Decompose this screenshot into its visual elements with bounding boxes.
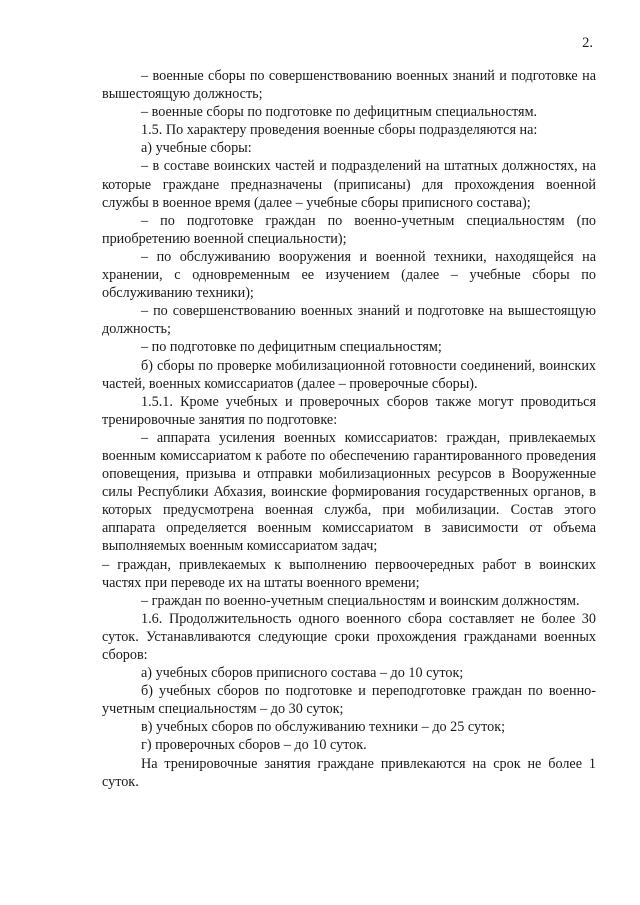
term-item: в) учебных сборов по обслуживанию техники – до 25 суток;: [141, 719, 506, 736]
list-item-dash: – граждан, привлекаемых к выполнению первоочередных работ в воинских частях при переводе их на штаты военного времени;: [102, 556, 596, 591]
list-item-dash: – в составе воинских частей и подразделений на штатных должностях, на которые граждане предназначены (приписаны) для прохождения военной службы в военное время (далее – учебные сборы приписного состава);: [102, 158, 596, 211]
subsection-b: б) сборы по проверке мобилизационной готовности соединений, воинских частей, военных комиссариатов (далее – проверочные сборы).: [102, 357, 596, 392]
list-item-dash: – по обслуживанию вооружения и военной техники, находящейся на хранении, с одновременным ее изучением (далее – учебные сборы по обслуживанию техники);: [102, 248, 596, 302]
list-item-dash: – аппарата усиления военных комиссариатов: граждан, привлекаемых военным комиссариатом к работе по обеспечению гарантированного проведения оповещения, призыва и отправки мобилизационных ресурсов в Вооруженные силы Республики Абхазия, воинские формирования государственных органов, в которых предусмотрена военная служба, при мобилизации. Состав этого аппарата определяется военным комиссариатом в зависимости от объема выполняемых военным комиссариатом задач;: [102, 429, 596, 555]
document-body: [102, 67, 596, 791]
list-item-dash: – военные сборы по подготовке по дефицитным специальностям.: [141, 104, 538, 121]
section-1-5-1: 1.5.1. Кроме учебных и проверочных сборов также могут проводиться тренировочные занятия по подготовке:: [102, 393, 596, 428]
closing-paragraph: На тренировочные занятия граждане привлекаются на срок не более 1 суток.: [102, 755, 596, 790]
list-item-dash: – по совершенствованию военных знаний и подготовке на вышестоящую должность;: [102, 303, 596, 338]
list-item-dash: – военные сборы по совершенствованию военных знаний и подготовке на вышестоящую должность;: [102, 68, 596, 103]
list-item-dash: – по подготовке по дефицитным специальностям;: [141, 339, 442, 356]
term-item: г) проверочных сборов – до 10 суток.: [141, 737, 367, 754]
list-item-dash: – по подготовке граждан по военно-учетным специальностям (по приобретению военной специальности);: [102, 212, 596, 247]
page-number: 2.: [582, 35, 593, 51]
section-1-5: 1.5. По характеру проведения военные сборы подразделяются на:: [141, 122, 538, 139]
term-item: б) учебных сборов по подготовке и переподготовке граждан по военно-учетным специальностям – до 30 суток;: [102, 683, 596, 718]
list-item-dash: – граждан по военно-учетным специальностям и воинским должностям.: [141, 592, 580, 609]
subsection-a-heading: а) учебные сборы:: [141, 140, 252, 157]
term-item: а) учебных сборов приписного состава – до 10 суток;: [141, 665, 464, 682]
section-1-6: 1.6. Продолжительность одного военного сбора составляет не более 30 суток. Устанавливаются следующие сроки прохождения гражданами военных сборов:: [102, 610, 596, 663]
